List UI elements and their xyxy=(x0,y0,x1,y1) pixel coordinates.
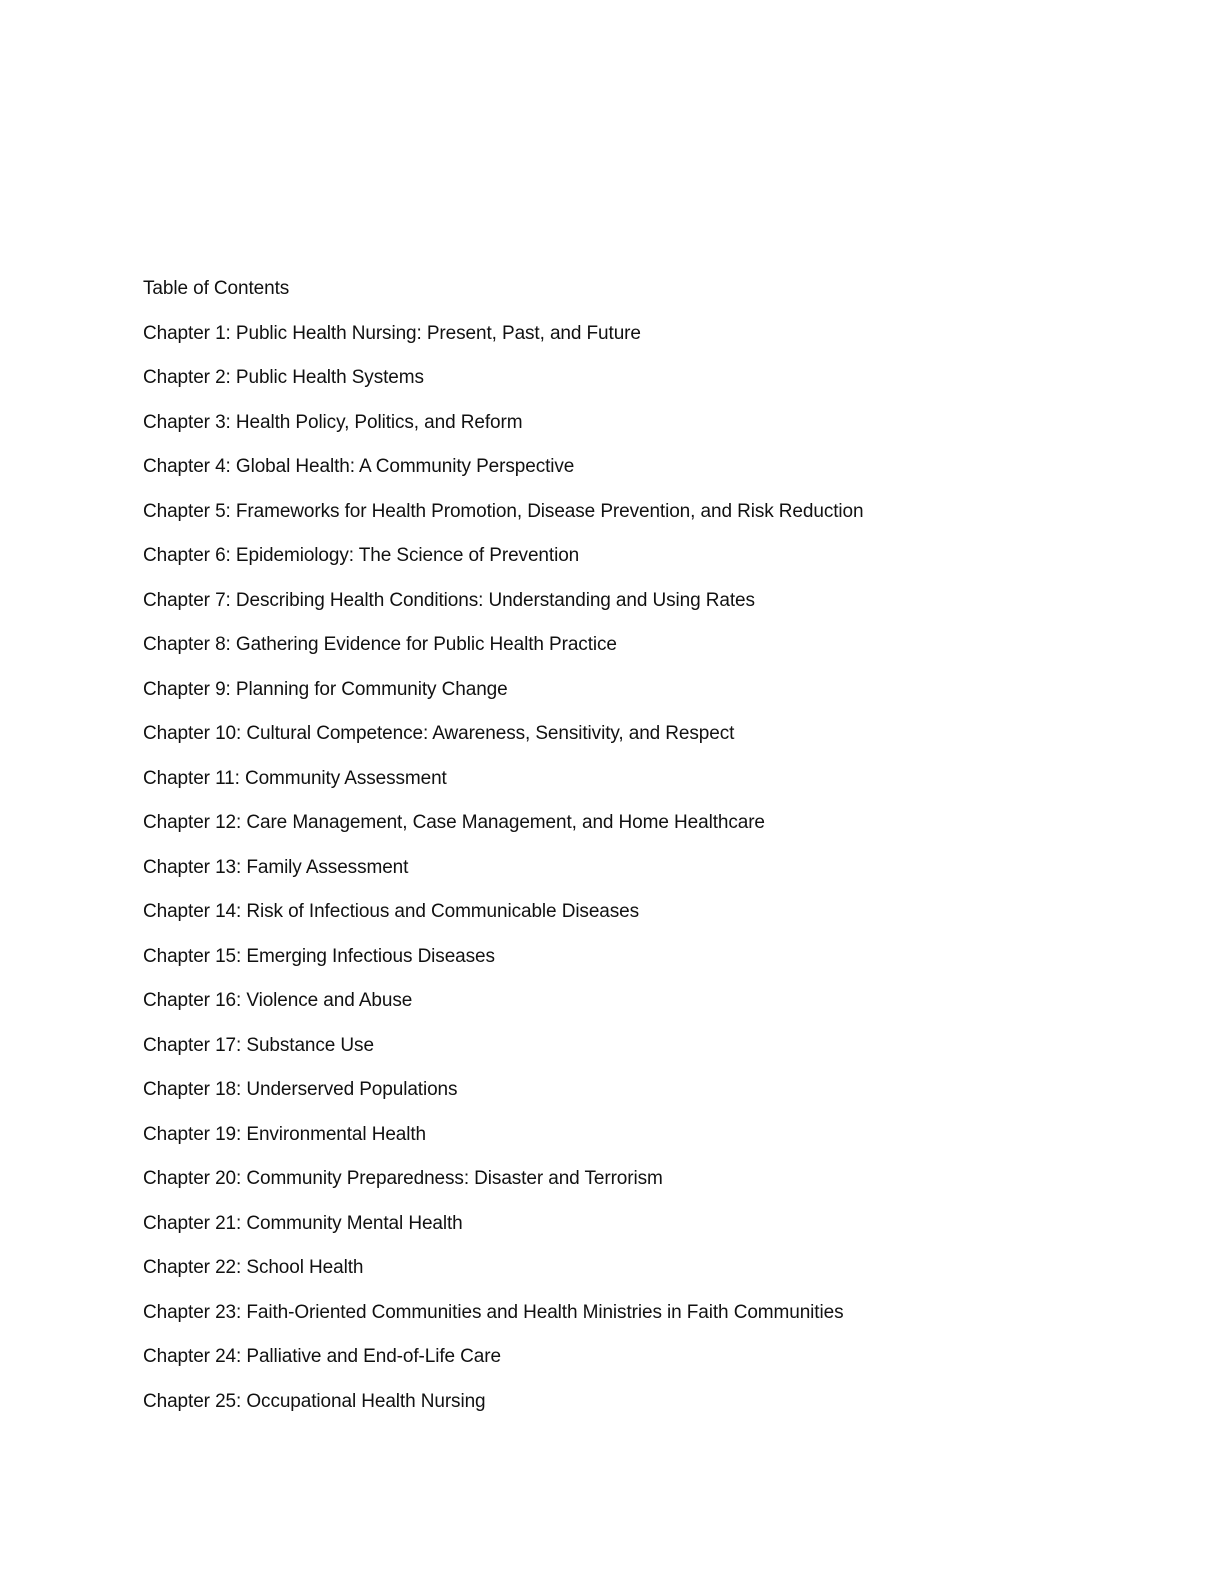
chapter-entry: Chapter 20: Community Preparedness: Disaster and Terrorism xyxy=(143,1168,663,1189)
chapter-entry: Chapter 4: Global Health: A Community Perspective xyxy=(143,456,575,477)
chapter-entry: Chapter 2: Public Health Systems xyxy=(143,367,424,388)
chapter-entry: Chapter 17: Substance Use xyxy=(143,1034,374,1056)
table-of-contents xyxy=(143,278,863,1435)
chapter-entry: Chapter 19: Environmental Health xyxy=(143,1123,427,1145)
chapter-entry: Chapter 25: Occupational Health Nursing xyxy=(143,1390,486,1412)
chapter-entry: Chapter 23: Faith-Oriented Communities and Health Ministries in Faith Communities xyxy=(143,1301,844,1323)
chapter-list xyxy=(143,323,863,1436)
chapter-entry: Chapter 13: Family Assessment xyxy=(143,856,409,878)
chapter-entry: Chapter 22: School Health xyxy=(143,1257,364,1278)
chapter-entry: Chapter 8: Gathering Evidence for Public Health Practice xyxy=(143,634,617,655)
chapter-entry: Chapter 15: Emerging Infectious Diseases xyxy=(143,945,495,967)
chapter-entry: Chapter 16: Violence and Abuse xyxy=(143,990,413,1011)
chapter-entry: Chapter 10: Cultural Competence: Awareness, Sensitivity, and Respect xyxy=(143,723,735,744)
chapter-entry: Chapter 12: Care Management, Case Management, and Home Healthcare xyxy=(143,812,765,833)
chapter-entry: Chapter 3: Health Policy, Politics, and Reform xyxy=(143,411,523,433)
chapter-entry: Chapter 14: Risk of Infectious and Communicable Diseases xyxy=(143,901,640,922)
toc-title: Table of Contents xyxy=(143,278,290,299)
chapter-entry: Chapter 18: Underserved Populations xyxy=(143,1079,458,1100)
chapter-entry: Chapter 24: Palliative and End-of-Life Care xyxy=(143,1346,501,1367)
chapter-entry: Chapter 7: Describing Health Conditions: Understanding and Using Rates xyxy=(143,589,755,611)
chapter-entry: Chapter 21: Community Mental Health xyxy=(143,1212,463,1234)
chapter-entry: Chapter 1: Public Health Nursing: Present, Past, and Future xyxy=(143,322,641,344)
chapter-entry: Chapter 5: Frameworks for Health Promotion, Disease Prevention, and Risk Reduction xyxy=(143,500,864,522)
chapter-entry: Chapter 6: Epidemiology: The Science of Prevention xyxy=(143,545,580,566)
chapter-entry: Chapter 11: Community Assessment xyxy=(143,767,447,789)
chapter-entry: Chapter 9: Planning for Community Change xyxy=(143,678,508,700)
